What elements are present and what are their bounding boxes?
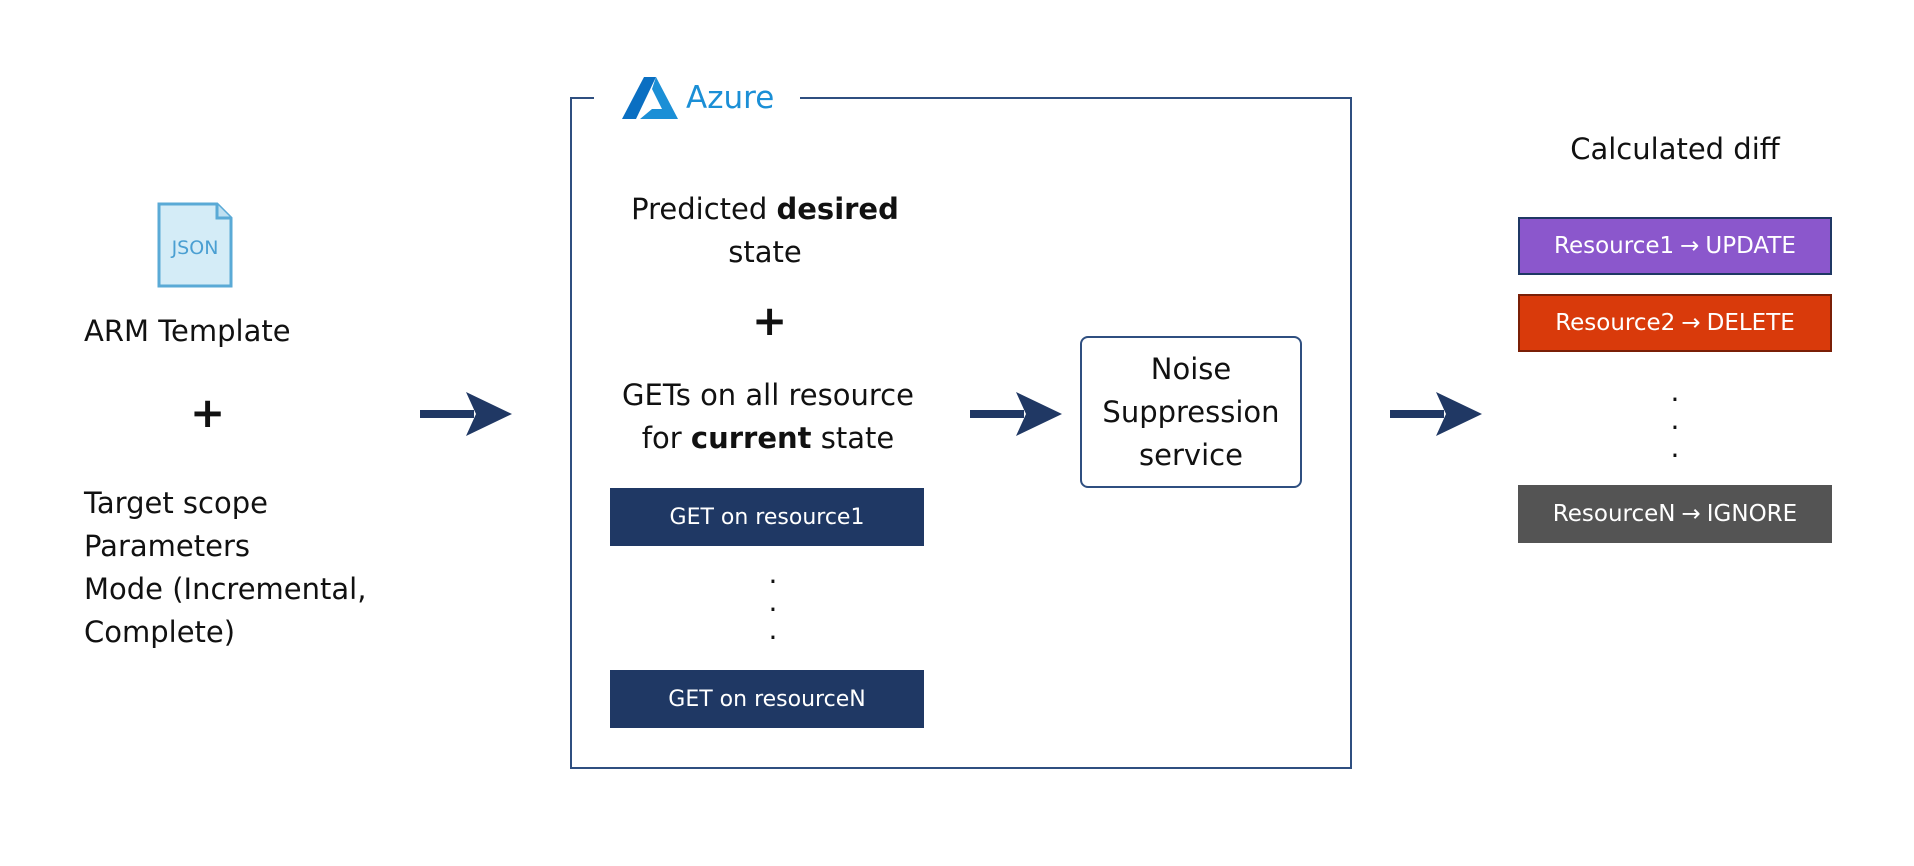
plus-sign-left: + bbox=[190, 388, 226, 437]
vertical-ellipsis-right: . . . bbox=[1670, 375, 1680, 464]
predicted-desired-state: Predicted desired state bbox=[631, 192, 899, 269]
get-resource1-box: GET on resource1 bbox=[610, 488, 924, 546]
input-mode-complete: Complete) bbox=[84, 615, 236, 649]
gets-current-state: GETs on all resource for current state bbox=[622, 378, 914, 455]
diff-result-delete: Resource2 → DELETE bbox=[1518, 294, 1832, 352]
calculated-diff-title: Calculated diff bbox=[1570, 132, 1780, 166]
json-file-icon bbox=[157, 202, 233, 288]
azure-brand-text: Azure bbox=[686, 80, 775, 116]
input-parameters: Parameters bbox=[84, 529, 250, 563]
noise-suppression-service: Noise Suppression service bbox=[1080, 336, 1302, 488]
input-target-scope: Target scope bbox=[84, 486, 268, 520]
azure-a-icon bbox=[622, 75, 678, 121]
arm-template-label: ARM Template bbox=[84, 314, 291, 348]
deployment-inputs bbox=[84, 482, 366, 654]
get-resourceN-box: GET on resourceN bbox=[610, 670, 924, 728]
diff-result-update: Resource1 → UPDATE bbox=[1518, 217, 1832, 275]
diff-result-ignore: ResourceN → IGNORE bbox=[1518, 485, 1832, 543]
flow-arrow-icon bbox=[420, 392, 512, 436]
input-mode: Mode (Incremental, bbox=[84, 572, 367, 606]
flow-arrow-icon bbox=[1390, 392, 1482, 436]
azure-logo bbox=[594, 74, 800, 122]
json-icon-label: JSON bbox=[171, 237, 219, 259]
vertical-ellipsis: . . . bbox=[768, 557, 778, 646]
plus-sign-mid: + bbox=[752, 296, 788, 345]
